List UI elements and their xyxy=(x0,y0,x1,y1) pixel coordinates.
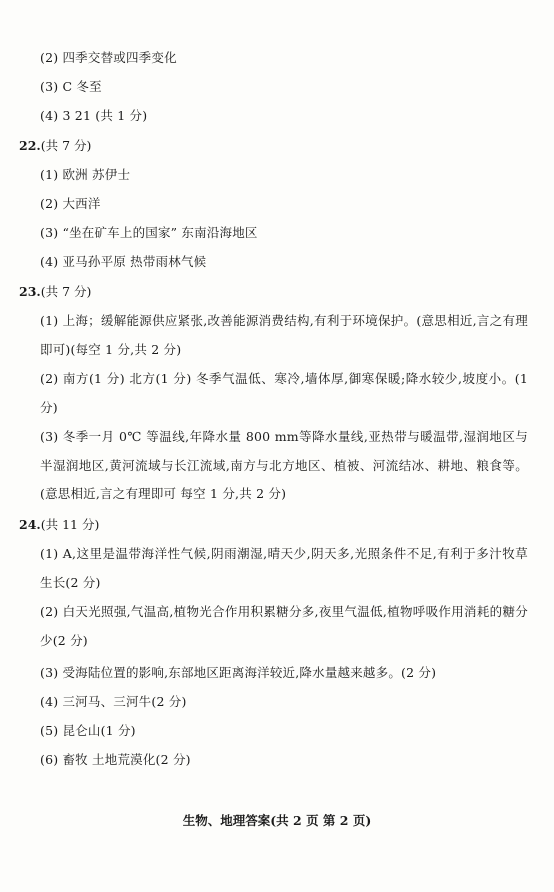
q23-number: 23. xyxy=(19,284,41,299)
q22-number: 22. xyxy=(19,138,41,153)
q21-item-4: (4) 3 21 (共 1 分) xyxy=(40,108,148,123)
q22-item-2: (2) 大西洋 xyxy=(40,196,101,211)
q23-points: (共 7 分) xyxy=(40,284,92,299)
q22-heading xyxy=(19,138,91,154)
q21-item-3: (3) C 冬至 xyxy=(40,79,102,94)
q22-item-3: (3) “坐在矿车上的国家” 东南沿海地区 xyxy=(40,225,258,240)
q24-item-1: (1) A,这里是温带海洋性气候,阴雨潮湿,晴天少,阴天多,光照条件不足,有利于多汁牧草生长(2 分) xyxy=(40,546,528,590)
q21-item-2: (2) 四季交替或四季变化 xyxy=(40,50,177,65)
q24-number: 24. xyxy=(19,517,41,532)
q24-item-5: (5) 昆仑山(1 分) xyxy=(40,723,136,738)
q22-points: (共 7 分) xyxy=(40,138,92,153)
q24-item-2: (2) 白天光照强,气温高,植物光合作用积累糖分多,夜里气温低,植物呼吸作用消耗的糖分少(2 分) xyxy=(40,604,528,648)
q24-points: (共 11 分) xyxy=(40,517,100,532)
q24-heading xyxy=(19,517,99,533)
q24-item-3: (3) 受海陆位置的影响,东部地区距离海洋较近,降水量越来越多。(2 分) xyxy=(40,665,437,680)
q23-item-1: (1) 上海；缓解能源供应紧张,改善能源消费结构,有利于环境保护。(意思相近,言之有理即可)(每空 1 分,共 2 分) xyxy=(40,313,528,357)
q24-item-6: (6) 畜牧 土地荒漠化(2 分) xyxy=(40,752,191,767)
q24-item-4: (4) 三河马、三河牛(2 分) xyxy=(40,694,187,709)
q23-item-3: (3) 冬季一月 0℃ 等温线,年降水量 800 mm等降水量线,亚热带与暖温带,湿润地区与半湿润地区,黄河流域与长江流域,南方与北方地区、植被、河流结冰、耕地、粮食等。(意思相近,言之有理即可 每空 1 分,共 2 分) xyxy=(40,429,528,501)
q22-item-1: (1) 欧洲 苏伊士 xyxy=(40,167,131,182)
q22-item-4: (4) 亚马孙平原 热带雨林气候 xyxy=(40,254,207,269)
q23-item-2: (2) 南方(1 分) 北方(1 分) 冬季气温低、寒冷,墙体厚,御寒保暖;降水较少,坡度小。(1 分) xyxy=(40,371,528,415)
page-footer: 生物、地理答案(共 2 页 第 2 页) xyxy=(182,813,372,828)
q23-heading xyxy=(19,284,91,300)
